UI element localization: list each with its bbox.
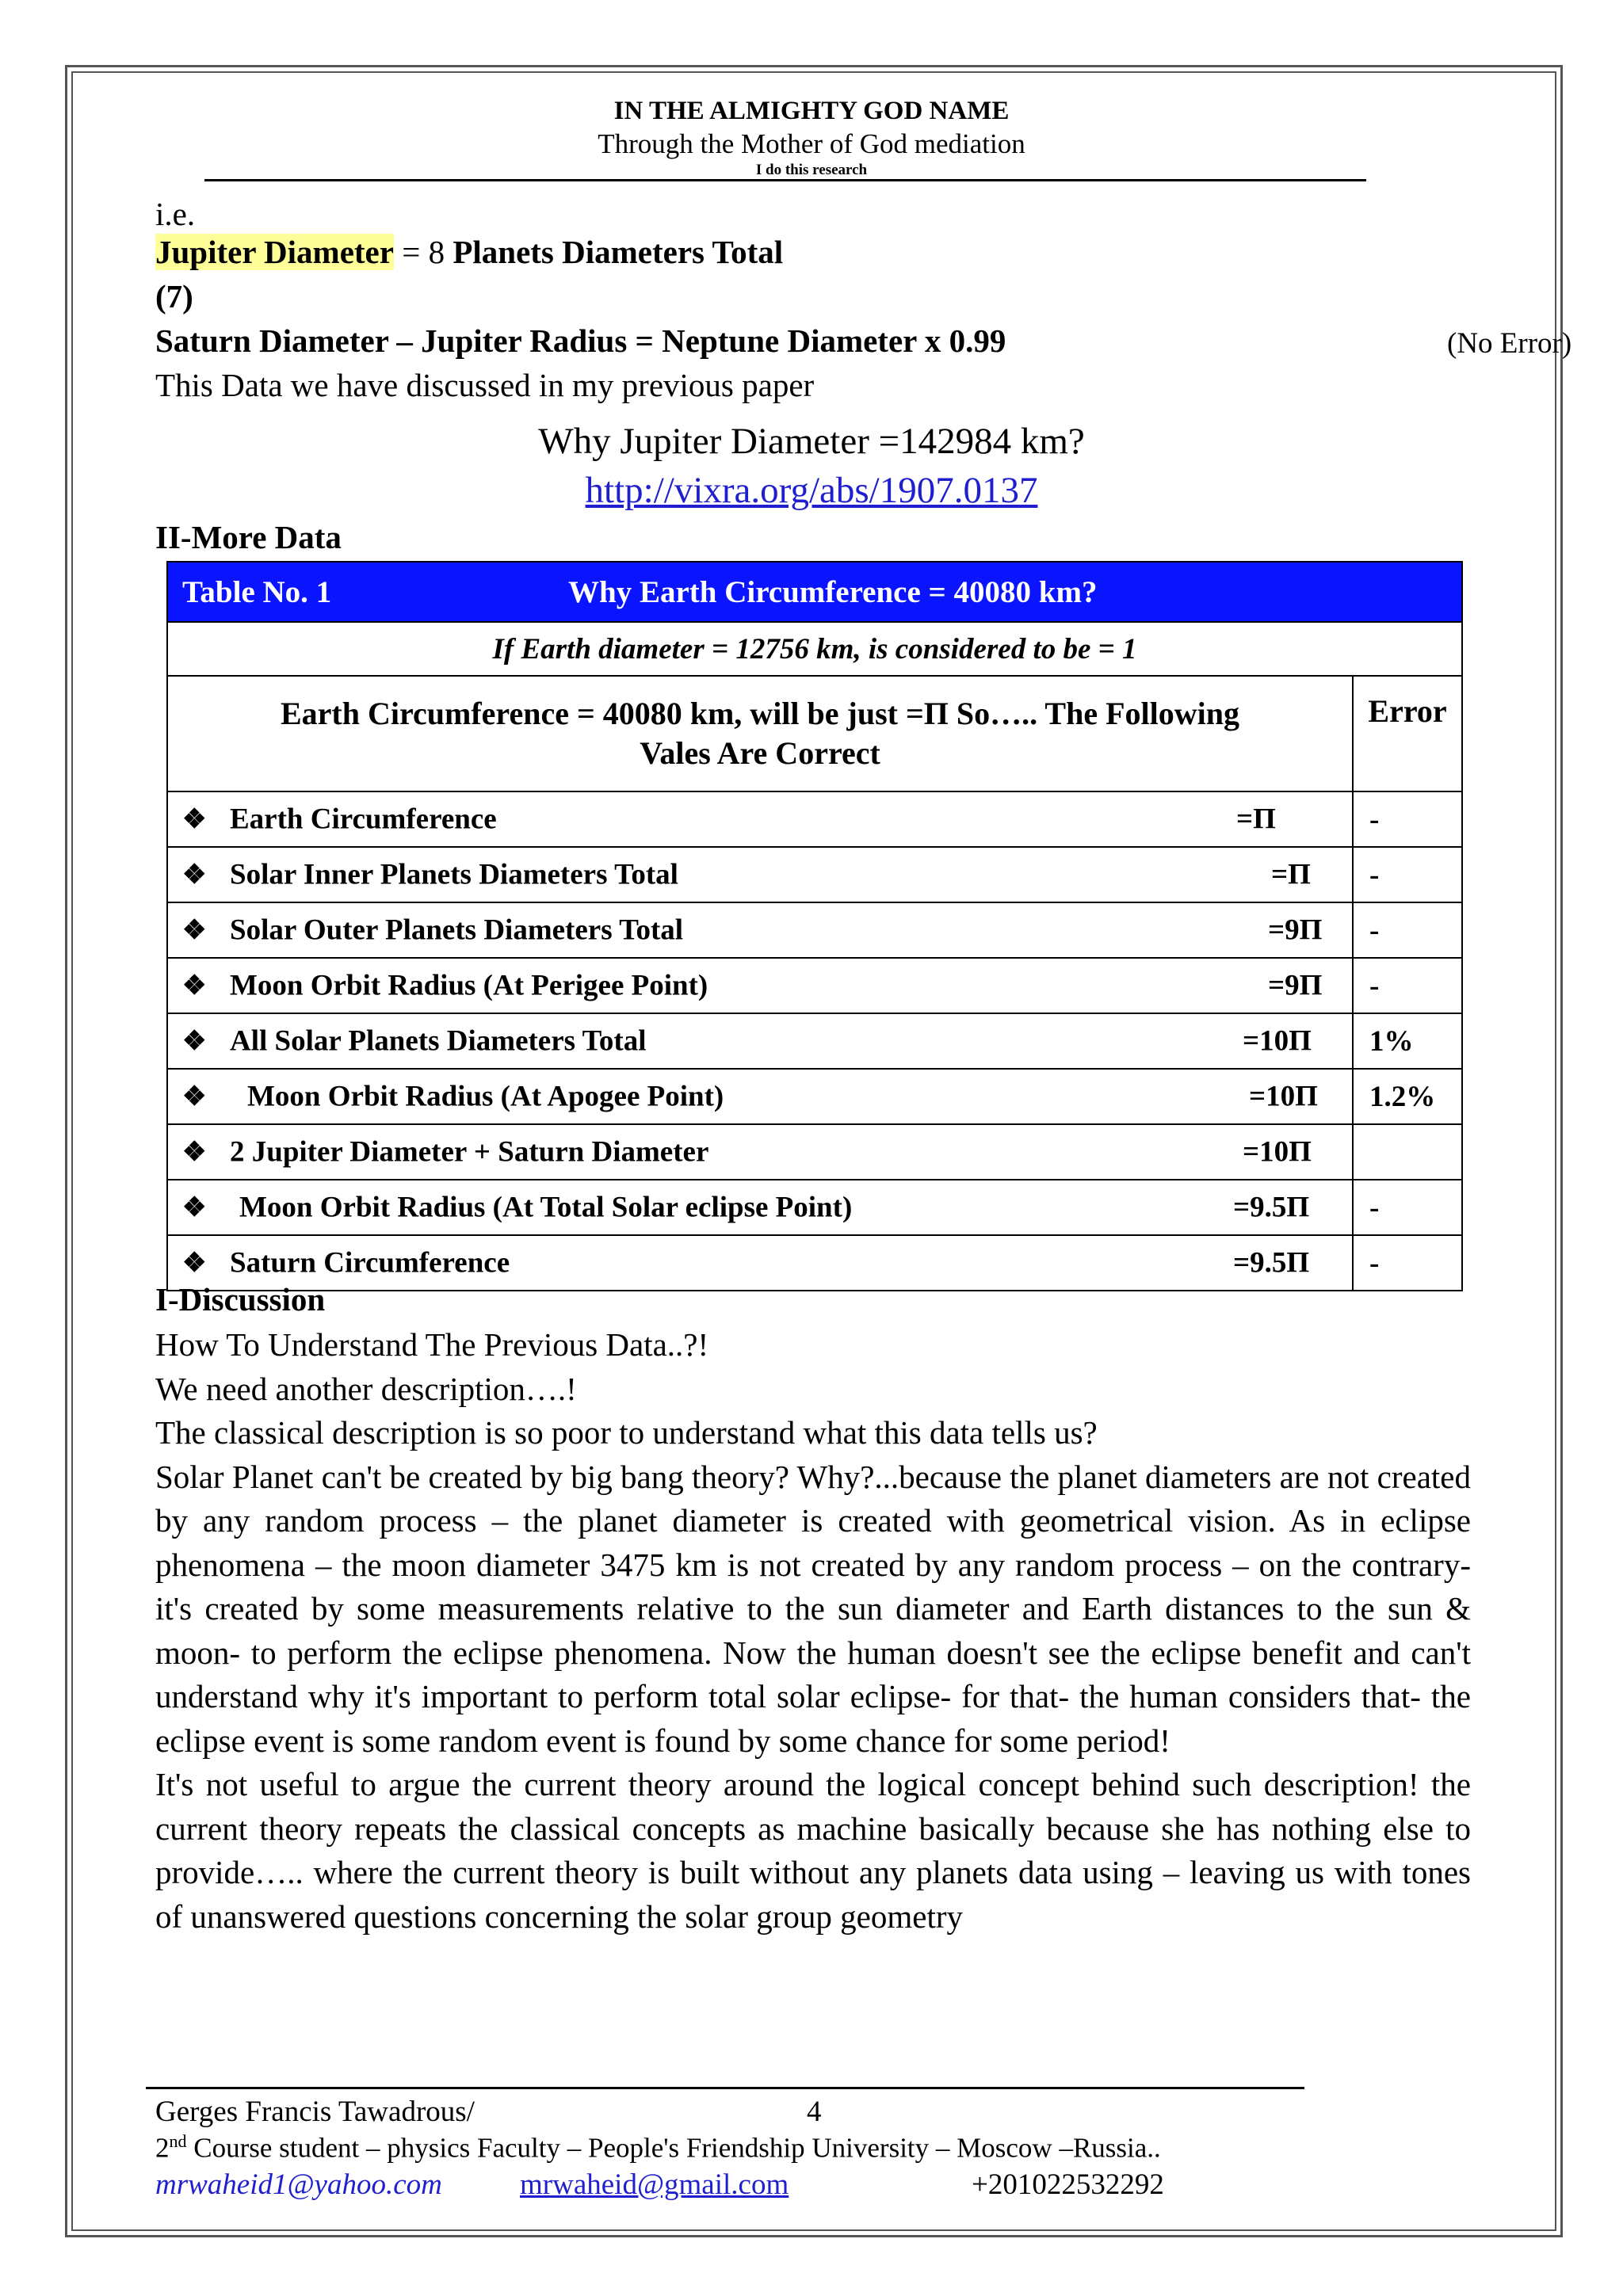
footer-author: Gerges Francis Tawadrous/ (155, 2096, 475, 2128)
table-row (167, 1235, 1462, 1291)
row-label-cell (167, 902, 1353, 958)
header-rule (204, 179, 1366, 181)
row-label-cell (167, 1124, 1353, 1180)
discussion-text (155, 1323, 1471, 1939)
table-row (167, 1124, 1462, 1180)
header-subtitle: Through the Mother of God mediation (598, 128, 1025, 159)
bullet-diamond-icon: ❖ (182, 1249, 207, 1278)
discussion-heading: I-Discussion (155, 1281, 326, 1318)
header-title: IN THE ALMIGHTY GOD NAME (613, 97, 1010, 125)
row-error: - (1353, 847, 1462, 902)
email-yahoo[interactable]: mrwaheid1@yahoo.com (155, 2168, 442, 2201)
course-number: 2 (155, 2132, 170, 2164)
row-error: - (1353, 958, 1462, 1013)
row-label-cell (167, 1235, 1353, 1291)
table-row (167, 791, 1462, 847)
discussion-paragraph-2: It's not useful to argue the current theory around the logical concept behind such description! the current theory repeats the classical concepts as machine basically because she has nothing else to provide….. where the current theory is built without any planets data using – leaving us with tones of unanswered questions concerning the solar group geometry (155, 1766, 1471, 1935)
table-subtitle-row (167, 622, 1462, 676)
jupiter-eq: = 8 (393, 234, 453, 270)
row-label-cell (167, 958, 1353, 1013)
row-label: 2 Jupiter Diameter + Saturn Diameter (230, 1135, 709, 1169)
vixra-link-wrap (0, 469, 1623, 512)
no-error-note: (No Error) (1447, 327, 1572, 360)
table-header-row (167, 562, 1462, 622)
discussion-line-2: We need another description….! (155, 1370, 577, 1407)
row-label-cell (167, 1180, 1353, 1235)
table-1 (166, 561, 1463, 1291)
header-small: I do this research (755, 162, 868, 178)
footer-course-line (155, 2131, 1161, 2164)
row-value: =10Π (1243, 1135, 1312, 1169)
footer-author-line (155, 2095, 822, 2129)
bullet-diamond-icon: ❖ (182, 1138, 207, 1167)
row-label: Moon Orbit Radius (At Apogee Point) (247, 1080, 724, 1113)
row-value: =10Π (1249, 1080, 1318, 1113)
row-label: Earth Circumference (230, 803, 497, 836)
jupiter-line (155, 233, 783, 271)
saturn-equation: Saturn Diameter – Jupiter Radius = Neptune Diameter x 0.99 (155, 322, 1006, 359)
jupiter-rest: Planets Diameters Total (453, 234, 784, 270)
row-value: =9Π (1268, 969, 1323, 1002)
saturn-line (155, 322, 1572, 360)
row-error: - (1353, 1235, 1462, 1291)
row-value: =Π (1271, 858, 1311, 891)
table-row (167, 902, 1462, 958)
bullet-diamond-icon: ❖ (182, 916, 207, 945)
footer-rule (146, 2087, 1304, 2089)
bullet-diamond-icon: ❖ (182, 805, 207, 834)
table-row (167, 1180, 1462, 1235)
discussion-line-1: How To Understand The Previous Data..?! (155, 1326, 709, 1363)
row-label-cell (167, 847, 1353, 902)
ie-text: i.e. (155, 196, 196, 232)
table-column-header-row (167, 676, 1462, 791)
discussion-line-3: The classical description is so poor to understand what this data tells us? (155, 1414, 1098, 1451)
row-error: 1.2% (1353, 1069, 1462, 1124)
column-main-line2: Vales Are Correct (640, 735, 880, 771)
discussion-paragraph-1: Solar Planet can't be created by big bang theory? Why?...because the planet diameters are not created by any random process – the planet diameter is created with geometrical vision. As in eclipse phenomena – the moon diameter 3475 km is not created by any random process – on the contrary- it's created by some measurements relative to the sun diameter and Earth distances to the sun & moon- to perform the eclipse phenomena. Now the human doesn't see the eclipse benefit and can't understand why it's important to perform total solar eclipse- for that- the human considers that- the eclipse event is some random event is found by some chance for some period! (155, 1458, 1471, 1759)
row-value: =9.5Π (1233, 1246, 1310, 1280)
table-row (167, 958, 1462, 1013)
bullet-diamond-icon: ❖ (182, 1082, 207, 1112)
column-error-header: Error (1353, 676, 1462, 791)
more-data-heading: II-More Data (155, 519, 342, 555)
row-label: Saturn Circumference (230, 1246, 510, 1280)
row-label-cell (167, 1013, 1353, 1069)
bullet-diamond-icon: ❖ (182, 860, 207, 890)
row-value: =10Π (1243, 1024, 1312, 1058)
table-title: Why Earth Circumference = 40080 km? (568, 574, 1098, 609)
bullet-diamond-icon: ❖ (182, 971, 207, 1001)
row-value: =9.5Π (1233, 1191, 1310, 1224)
table-row (167, 1013, 1462, 1069)
table-row (167, 847, 1462, 902)
page-number: 4 (807, 2096, 822, 2128)
footer-contact-line (155, 2168, 1164, 2202)
row-label: Solar Outer Planets Diameters Total (230, 913, 684, 947)
table-label: Table No. 1 (182, 574, 332, 609)
bullet-diamond-icon: ❖ (182, 1193, 207, 1222)
email-gmail[interactable]: mrwaheid@gmail.com (520, 2168, 789, 2201)
table-subtitle: If Earth diameter = 12756 km, is considered to be = 1 (167, 622, 1462, 676)
row-label: All Solar Planets Diameters Total (230, 1024, 647, 1058)
phone-number: +201022532292 (972, 2168, 1164, 2201)
course-text: Course student – physics Faculty – People's Friendship University – Moscow –Russia.. (186, 2132, 1161, 2164)
table-row (167, 1069, 1462, 1124)
row-value: =Π (1236, 803, 1276, 836)
row-label-cell (167, 791, 1353, 847)
row-error: - (1353, 791, 1462, 847)
row-value: =9Π (1268, 913, 1323, 947)
vixra-link[interactable]: http://vixra.org/abs/1907.0137 (585, 470, 1038, 511)
discussed-text: This Data we have discussed in my previous paper (155, 367, 815, 403)
row-label-cell (167, 1069, 1353, 1124)
row-label: Moon Orbit Radius (At Perigee Point) (230, 969, 708, 1002)
row-error: - (1353, 1180, 1462, 1235)
row-label: Solar Inner Planets Diameters Total (230, 858, 678, 891)
row-error (1353, 1124, 1462, 1180)
row-error: - (1353, 902, 1462, 958)
table-body (167, 791, 1462, 1291)
row-label: Moon Orbit Radius (At Total Solar eclipse Point) (239, 1191, 853, 1224)
table-title-cell (167, 562, 1462, 622)
course-suffix: nd (169, 2131, 187, 2151)
jupiter-diameter-highlight: Jupiter Diameter (155, 234, 394, 270)
why-jupiter-title: Why Jupiter Diameter =142984 km? (538, 421, 1085, 462)
column-main-line1: Earth Circumference = 40080 km, will be just =Π So….. The Following (280, 696, 1240, 731)
column-main-header (167, 676, 1353, 791)
number-seven: (7) (155, 278, 193, 315)
row-error: 1% (1353, 1013, 1462, 1069)
bullet-diamond-icon: ❖ (182, 1027, 207, 1056)
